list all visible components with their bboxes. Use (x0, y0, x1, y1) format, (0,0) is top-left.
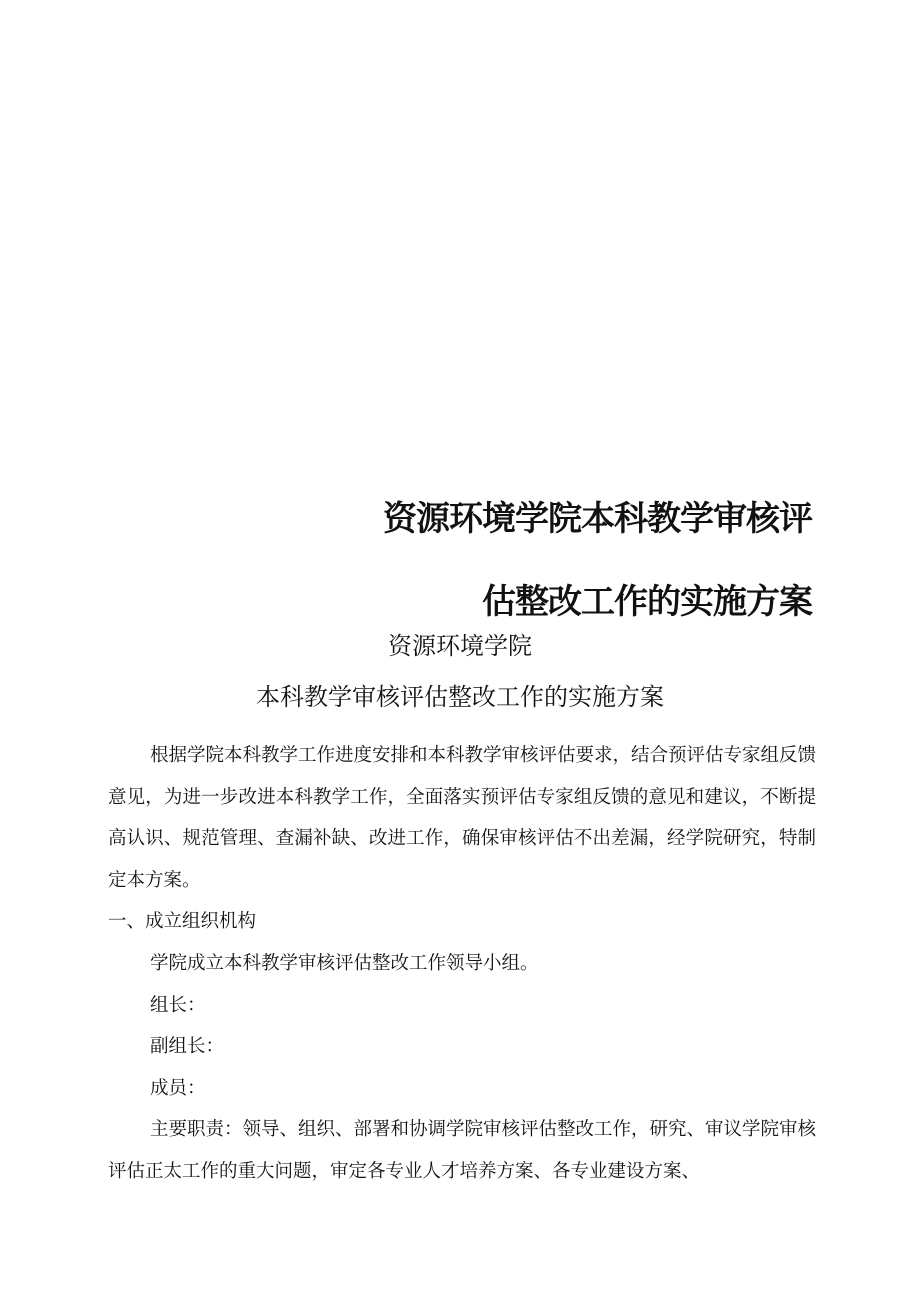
document-heading-line-2: 本科教学审核评估整改工作的实施方案 (256, 683, 664, 711)
document-body (108, 735, 816, 1193)
section-1-title: 一、成立组织机构 (108, 911, 257, 933)
duties-paragraph: 主要职责：领导、组织、部署和协调学院审核评估整改工作，研究、审议学院审核评估正太工作的重大问题，审定各专业人才培养方案、各专业建设方案、 (108, 1119, 817, 1182)
cover-title-line-2: 估整改工作的实施方案 (482, 582, 812, 622)
members-line: 成员： (150, 1077, 206, 1099)
document-heading-line-1: 资源环境学院 (388, 632, 532, 660)
intro-paragraph: 根据学院本科教学工作进度安排和本科教学审核评估要求，结合预评估专家组反馈意见，为进一步改进本科教学工作，全面落实预评估专家组反馈的意见和建议，不断提高认识、规范管理、查漏补缺、改进工作，确保审核评估不出差漏，经学院研究，特制定本方案。 (108, 745, 817, 891)
cover-title-line-1: 资源环境学院本科教学审核评 (383, 499, 812, 539)
deputy-leader-line: 副组长： (150, 1036, 225, 1058)
leader-line: 组长： (150, 994, 206, 1016)
section-1-paragraph: 学院成立本科教学审核评估整改工作领导小组。 (150, 952, 539, 974)
